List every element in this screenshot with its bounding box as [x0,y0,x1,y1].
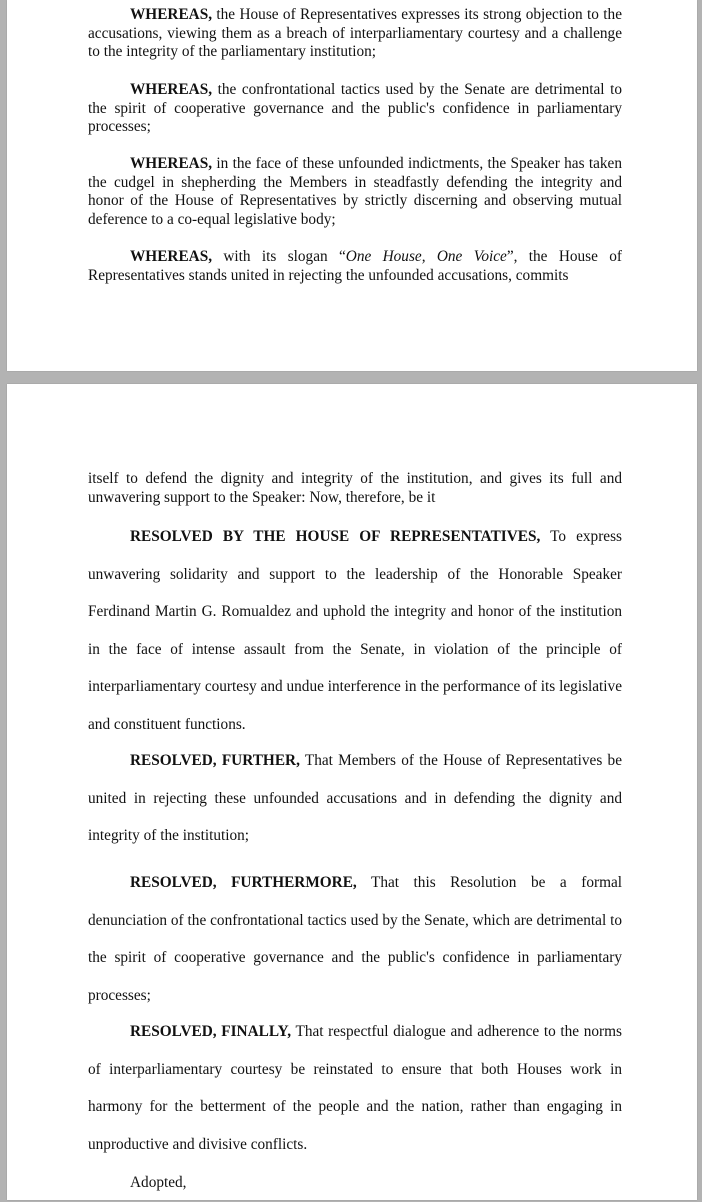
paragraph-text: the House of Representatives expresses its strong objection to the accusations, viewing them as a breach of interparliamentary courtesy and a challenge to the integrity of the parliamentary institution; [88,6,622,61]
whereas-keyword: WHEREAS, [130,155,213,172]
whereas-paragraph-2 [88,81,622,137]
continued-paragraph [88,470,622,507]
resolved-paragraph-4 [88,1013,622,1163]
paragraph-text: That this Resolution be a formal denunciation of the confrontational tactics used by the Senate, which are detrimental to the spirit of cooperative governance and the public's confidence in parliamentary processes; [88,874,623,1004]
paragraph-text: That respectful dialogue and adherence to the norms of interparliamentary courtesy be reinstated to ensure that both Houses work in harmony for the betterment of the people and the nation, rather than engaging in unproductive and divisive conflicts. [88,1023,622,1153]
resolved-paragraph-1 [88,518,622,743]
document-page-2 [7,384,697,1200]
whereas-paragraph-4 [88,248,622,285]
paragraph-text: with its slogan “ [212,248,346,265]
slogan-text: One House, One Voice [345,248,507,265]
paragraph-text: the confrontational tactics used by the Senate are detrimental to the spirit of cooperative governance and the public's confidence in parliamentary processes; [88,81,622,136]
paragraph-text: To express unwavering solidarity and support to the leadership of the Honorable Speaker Ferdinand Martin G. Romualdez and uphold the integrity and honor of the institution in the face of intense assault from the Senate, in violation of the principle of interparliamentary courtesy and undue interference in the performance of its legislative and constituent functions. [88,528,622,733]
resolved-keyword: RESOLVED, FURTHERMORE, [130,874,357,891]
paragraph-text: ”, the House of Representatives stands united in rejecting the unfounded accusations, commits [88,248,622,284]
whereas-keyword: WHEREAS, [130,248,213,265]
whereas-paragraph-3 [88,155,622,230]
adopted-text: Adopted, [130,1174,187,1191]
whereas-keyword: WHEREAS, [130,81,213,98]
resolved-keyword: RESOLVED, FINALLY, [130,1023,292,1040]
whereas-paragraph-1 [88,6,622,62]
document-page-1 [7,0,697,371]
resolved-keyword: RESOLVED BY THE HOUSE OF REPRESENTATIVES, [130,528,541,545]
paragraph-text: That Members of the House of Representatives be united in rejecting these unfounded accusations and in defending the dignity and integrity of the institution; [88,752,622,844]
paragraph-text: itself to defend the dignity and integrity of the institution, and gives its full and unwavering support to the Speaker: Now, therefore, be it [88,470,622,506]
paragraph-text: in the face of these unfounded indictments, the Speaker has taken the cudgel in shepherding the Members in steadfastly defending the integrity and honor of the House of Representatives by strictly discerning and observing mutual deference to a co-equal legislative body; [88,155,622,229]
resolved-paragraph-2 [88,742,622,855]
whereas-keyword: WHEREAS, [130,6,213,23]
resolved-paragraph-3 [88,864,622,1014]
adopted-line [88,1164,622,1202]
resolved-keyword: RESOLVED, FURTHER, [130,752,300,769]
